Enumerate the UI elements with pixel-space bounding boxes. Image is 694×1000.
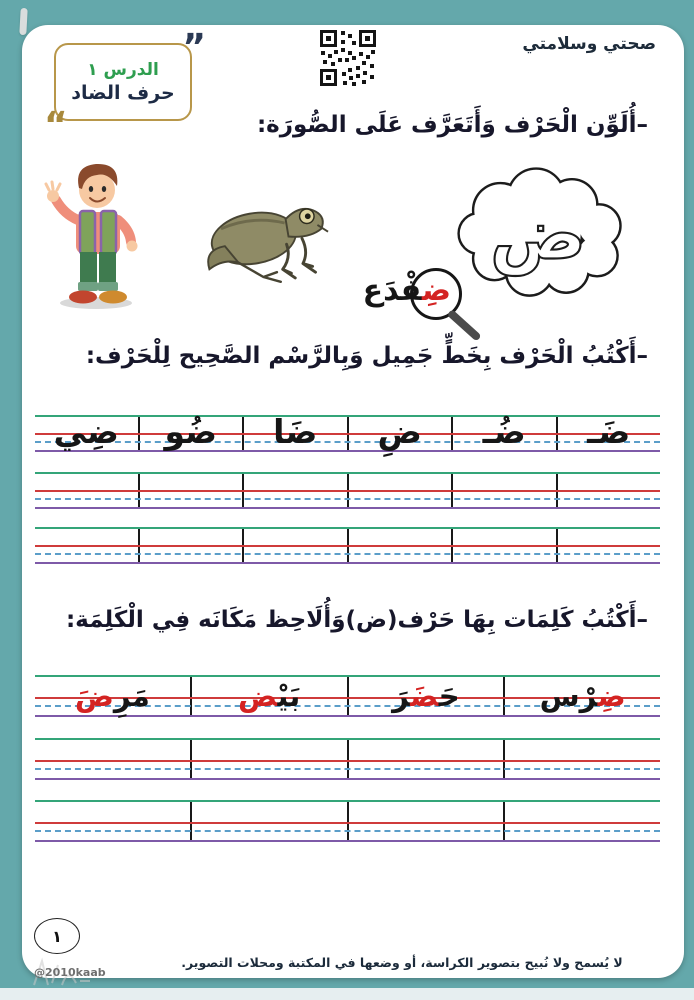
empty-practice-cell bbox=[35, 802, 192, 840]
letter-sample: ضُـ bbox=[482, 412, 526, 451]
word-sample: مَرِضَ bbox=[74, 679, 150, 713]
qr-code-icon bbox=[318, 28, 378, 88]
word-sample: ضِ‍‍رْس bbox=[539, 679, 626, 713]
binding-mark bbox=[19, 8, 27, 35]
copyright-note: لا يُسمح ولا نُبيح بتصوير الكراسة، أو وضعها في المكتبة ومحلات التصوير. bbox=[181, 955, 623, 970]
letter-sample: ضَـ bbox=[587, 412, 631, 451]
word-cell bbox=[349, 677, 506, 715]
lesson-number: الدرس ١ bbox=[87, 60, 159, 80]
word-frog-highlight: ضِ‍ bbox=[422, 273, 451, 308]
quote-top-icon: ” bbox=[182, 27, 206, 68]
frog-illustration bbox=[194, 188, 329, 285]
writing-row-empty bbox=[35, 800, 660, 842]
word-sample: بَيْ‍‍ض bbox=[237, 679, 301, 713]
instruction-write-letter: –أَكْتُبُ الْحَرْف بِخَطٍّ جَمِيل وَبِالرَّسْم الصَّحِيح لِلْحَرْف: bbox=[85, 343, 648, 369]
empty-practice-cell bbox=[505, 740, 660, 778]
writing-row-words bbox=[35, 675, 660, 717]
page-number: ١ bbox=[34, 918, 80, 954]
instruction-color-letter: –أُلَوِّن الْحَرْف وَأَتَعَرَّف عَلَى الصُّورَة: bbox=[256, 112, 648, 138]
writing-row-letters bbox=[35, 412, 660, 452]
letter-cell bbox=[558, 412, 661, 451]
worksheet-page bbox=[22, 25, 684, 978]
word-sample: حَ‍‍ضَ‍‍رَ bbox=[392, 679, 460, 713]
empty-practice-cell bbox=[349, 802, 506, 840]
word-frog bbox=[363, 273, 451, 309]
instruction-write-words: –أَكْتُبُ كَلِمَات بِهَا حَرْف(ض)وَأُلَاحِظ مَكَانَه فِي الْكَلِمَة: bbox=[65, 607, 648, 633]
empty-practice-cell bbox=[349, 740, 506, 778]
writing-row-empty bbox=[35, 527, 660, 564]
word-cell bbox=[192, 677, 349, 715]
writing-row-empty bbox=[35, 738, 660, 780]
quote-bottom-icon: “ bbox=[44, 104, 68, 146]
word-frog-rest: ‍فْدَع bbox=[362, 273, 422, 308]
word-cell bbox=[35, 677, 192, 715]
word-cell bbox=[505, 677, 660, 715]
empty-practice-cell bbox=[192, 740, 349, 778]
letter-cell bbox=[453, 412, 558, 451]
lesson-badge bbox=[44, 27, 206, 146]
cloud-outline-letter: ض bbox=[489, 192, 587, 276]
empty-practice-cell bbox=[505, 802, 660, 840]
letter-sample: ضِي bbox=[53, 412, 119, 451]
letter-sample: ضَا bbox=[273, 412, 318, 451]
lesson-letter-name: حرف الضاد bbox=[71, 82, 175, 104]
letter-cell bbox=[35, 412, 140, 451]
letter-cell bbox=[349, 412, 454, 451]
letter-cloud bbox=[442, 162, 640, 307]
letter-sample: ضِ bbox=[377, 412, 422, 451]
watermark: @2010kaab bbox=[34, 966, 106, 979]
book-title: صحتي وسلامتي bbox=[522, 34, 656, 54]
letter-cell bbox=[244, 412, 349, 451]
letter-sample: ضُو bbox=[164, 412, 218, 451]
empty-practice-cell bbox=[35, 740, 192, 778]
boy-illustration bbox=[38, 156, 153, 311]
letter-cell bbox=[140, 412, 245, 451]
magnifier-handle-icon bbox=[447, 309, 482, 342]
writing-row-empty bbox=[35, 472, 660, 509]
empty-practice-cell bbox=[192, 802, 349, 840]
